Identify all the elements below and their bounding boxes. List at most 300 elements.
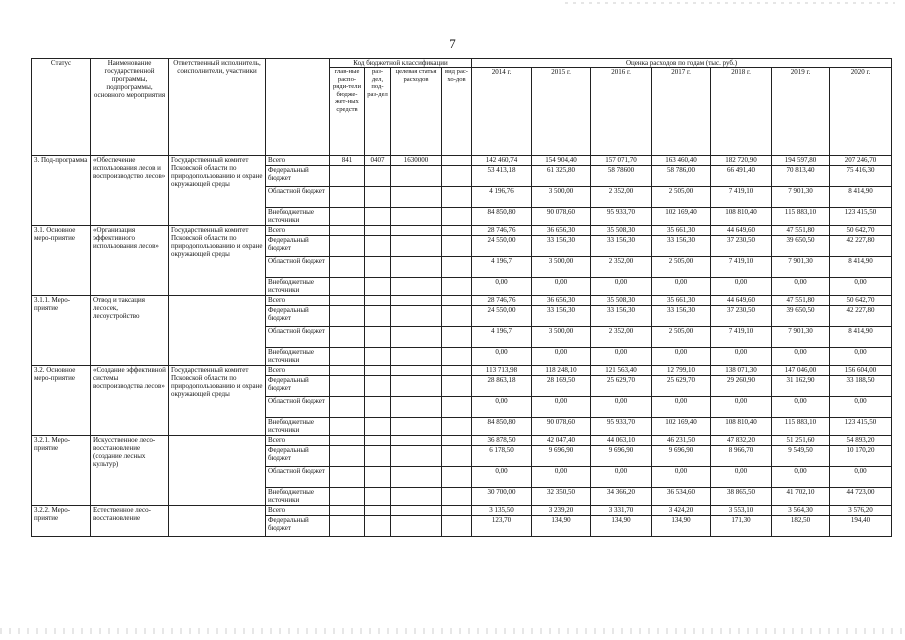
cell-value: 33 156,30 — [532, 236, 591, 257]
cell-value: 35 508,30 — [591, 226, 652, 236]
cell-value: 2 352,00 — [591, 187, 652, 208]
cell-code — [330, 366, 365, 376]
cell-code — [330, 516, 365, 537]
cell-code — [442, 208, 472, 226]
cell-code — [442, 156, 472, 166]
cell-value: 47 832,20 — [711, 436, 772, 446]
cell-value: 171,30 — [711, 516, 772, 537]
cell-value: 134,90 — [591, 516, 652, 537]
cell-value: 31 162,90 — [772, 376, 830, 397]
cell-value: 47 551,80 — [772, 296, 830, 306]
cell-value: 7 419,10 — [711, 257, 772, 278]
cell-code — [365, 418, 391, 436]
cell-value: 8 414,90 — [830, 257, 892, 278]
cell-value: 115 883,10 — [772, 418, 830, 436]
cell-value: 37 230,50 — [711, 306, 772, 327]
cell-value: 0,00 — [472, 397, 532, 418]
cell-code — [330, 208, 365, 226]
cell-responsible: Государственный комитет Псковской области по природопользованию и охране окружающей среды — [169, 156, 266, 226]
cell-code — [365, 187, 391, 208]
table-row — [32, 436, 892, 446]
cell-value: 44 063,10 — [591, 436, 652, 446]
cell-code: 841 — [330, 156, 365, 166]
cell-code — [365, 257, 391, 278]
cell-responsible — [169, 296, 266, 366]
cell-value: 35 508,30 — [591, 296, 652, 306]
cell-value: 58 78600 — [591, 166, 652, 187]
cell-value: 44 723,00 — [830, 488, 892, 506]
cell-source: Федеральный бюджет — [266, 376, 330, 397]
cell-value: 36 656,30 — [532, 226, 591, 236]
cell-value: 102 169,40 — [652, 208, 711, 226]
cell-value: 138 071,30 — [711, 366, 772, 376]
cell-value: 7 419,10 — [711, 327, 772, 348]
cell-code — [391, 166, 442, 187]
cell-value: 108 810,40 — [711, 208, 772, 226]
cell-value: 42 047,40 — [532, 436, 591, 446]
cell-code — [442, 327, 472, 348]
cell-value: 118 248,10 — [532, 366, 591, 376]
cell-value: 0,00 — [772, 278, 830, 296]
cell-name: Отвод и таксация лесосек, лесоустройство — [91, 296, 169, 366]
cell-status: 3.1.1. Меро-приятие — [32, 296, 91, 366]
cell-responsible — [169, 436, 266, 506]
cell-value: 134,90 — [532, 516, 591, 537]
cell-value: 0,00 — [830, 278, 892, 296]
cell-value: 3 564,30 — [772, 506, 830, 516]
cell-value: 8 966,70 — [711, 446, 772, 467]
cell-value: 39 650,50 — [772, 236, 830, 257]
cell-code — [391, 296, 442, 306]
cell-code — [391, 446, 442, 467]
cell-value: 41 702,10 — [772, 488, 830, 506]
cell-value: 9 696,90 — [591, 446, 652, 467]
cell-source: Всего — [266, 366, 330, 376]
cell-value: 42 227,80 — [830, 306, 892, 327]
header-year: 2014 г. — [472, 68, 532, 156]
cell-code — [391, 236, 442, 257]
cell-value: 66 491,40 — [711, 166, 772, 187]
cell-value: 9 696,90 — [532, 446, 591, 467]
cell-code — [391, 467, 442, 488]
cell-value: 7 901,30 — [772, 257, 830, 278]
cell-source: Всего — [266, 296, 330, 306]
cell-source: Областной бюджет — [266, 397, 330, 418]
header-responsible: Ответственный исполнитель, соисполнители, участники — [169, 59, 266, 156]
cell-source: Всего — [266, 506, 330, 516]
cell-value: 46 231,50 — [652, 436, 711, 446]
header-year: 2020 г. — [830, 68, 892, 156]
cell-value: 0,00 — [830, 348, 892, 366]
cell-code — [442, 306, 472, 327]
table-row — [32, 226, 892, 236]
cell-value: 2 352,00 — [591, 257, 652, 278]
cell-value: 0,00 — [532, 467, 591, 488]
cell-status: 3.1. Основное меро-приятие — [32, 226, 91, 296]
cell-value: 84 850,80 — [472, 208, 532, 226]
cell-code — [365, 306, 391, 327]
cell-value: 25 629,70 — [591, 376, 652, 397]
cell-value: 33 156,30 — [591, 236, 652, 257]
cell-value: 0,00 — [652, 467, 711, 488]
cell-value: 44 649,60 — [711, 296, 772, 306]
cell-value: 2 505,00 — [652, 327, 711, 348]
cell-value: 121 563,40 — [591, 366, 652, 376]
cell-value: 156 604,00 — [830, 366, 892, 376]
cell-value: 34 366,20 — [591, 488, 652, 506]
cell-value: 4 196,7 — [472, 257, 532, 278]
cell-code — [442, 278, 472, 296]
cell-source: Внебюджетные источники — [266, 348, 330, 366]
cell-code — [330, 296, 365, 306]
header-year: 2018 г. — [711, 68, 772, 156]
cell-status: 3. Под-программа — [32, 156, 91, 226]
cell-value: 0,00 — [591, 278, 652, 296]
cell-value: 0,00 — [472, 348, 532, 366]
cell-value: 50 642,70 — [830, 296, 892, 306]
cell-value: 32 350,50 — [532, 488, 591, 506]
cell-value: 0,00 — [591, 397, 652, 418]
cell-value: 28 863,18 — [472, 376, 532, 397]
cell-code — [391, 327, 442, 348]
cell-code — [391, 306, 442, 327]
cell-value: 115 883,10 — [772, 208, 830, 226]
cell-code: 0407 — [365, 156, 391, 166]
cell-code — [330, 446, 365, 467]
header-bcc-grbs: глав-ные распо-ряди-тели бюдже-жет-ных средств — [330, 68, 365, 156]
cell-value: 3 576,20 — [830, 506, 892, 516]
cell-value: 33 156,30 — [532, 306, 591, 327]
cell-code — [442, 418, 472, 436]
header-name: Наименование государственной программы, подпрограммы, основного мероприятия — [91, 59, 169, 156]
cell-code — [442, 436, 472, 446]
header-estimate: Оценка расходов по годам (тыс. руб.) — [472, 59, 892, 68]
cell-code — [442, 236, 472, 257]
cell-code — [330, 436, 365, 446]
cell-responsible: Государственный комитет Псковской области по природопользованию и охране окружающей среды — [169, 226, 266, 296]
cell-value: 35 661,30 — [652, 296, 711, 306]
header-source-blank — [266, 59, 330, 156]
cell-code — [365, 436, 391, 446]
cell-value: 36 656,30 — [532, 296, 591, 306]
cell-code — [442, 506, 472, 516]
cell-name: «Обеспечение использования лесов и воспроизводство лесов» — [91, 156, 169, 226]
cell-value: 0,00 — [532, 397, 591, 418]
cell-value: 123 415,50 — [830, 208, 892, 226]
cell-value: 36 878,50 — [472, 436, 532, 446]
cell-code — [391, 366, 442, 376]
cell-name: Искусственное лесо-восстановление (создание лесных культур) — [91, 436, 169, 506]
cell-source: Внебюджетные источники — [266, 418, 330, 436]
cell-code — [330, 278, 365, 296]
cell-value: 3 239,20 — [532, 506, 591, 516]
cell-code — [442, 446, 472, 467]
cell-value: 113 713,98 — [472, 366, 532, 376]
cell-source: Областной бюджет — [266, 467, 330, 488]
cell-value: 0,00 — [772, 348, 830, 366]
cell-code — [442, 376, 472, 397]
cell-value: 3 500,00 — [532, 257, 591, 278]
cell-value: 0,00 — [830, 467, 892, 488]
cell-value: 102 169,40 — [652, 418, 711, 436]
cell-value: 58 786,00 — [652, 166, 711, 187]
cell-value: 54 893,20 — [830, 436, 892, 446]
cell-code — [442, 187, 472, 208]
cell-code — [391, 208, 442, 226]
cell-code — [365, 488, 391, 506]
cell-value: 0,00 — [772, 397, 830, 418]
cell-value: 123 415,50 — [830, 418, 892, 436]
cell-source: Областной бюджет — [266, 327, 330, 348]
cell-value: 0,00 — [711, 278, 772, 296]
cell-name: «Создание эффективной системы воспроизводства лесов» — [91, 366, 169, 436]
cell-code — [391, 278, 442, 296]
cell-code — [330, 506, 365, 516]
cell-value: 95 933,70 — [591, 208, 652, 226]
cell-code — [442, 296, 472, 306]
cell-code — [365, 226, 391, 236]
cell-value: 2 505,00 — [652, 187, 711, 208]
cell-value: 28 169,50 — [532, 376, 591, 397]
cell-value: 142 460,74 — [472, 156, 532, 166]
cell-value: 50 642,70 — [830, 226, 892, 236]
cell-source: Федеральный бюджет — [266, 306, 330, 327]
cell-value: 0,00 — [591, 348, 652, 366]
cell-value: 9 549,50 — [772, 446, 830, 467]
cell-code — [330, 327, 365, 348]
header-bcc-target: целевая статья расходов — [391, 68, 442, 156]
cell-value: 154 904,40 — [532, 156, 591, 166]
cell-code — [391, 488, 442, 506]
header-year: 2017 г. — [652, 68, 711, 156]
cell-code — [442, 257, 472, 278]
cell-code — [391, 348, 442, 366]
cell-value: 2 352,00 — [591, 327, 652, 348]
cell-value: 84 850,80 — [472, 418, 532, 436]
cell-code — [330, 467, 365, 488]
cell-value: 0,00 — [591, 467, 652, 488]
cell-code — [365, 446, 391, 467]
scan-artifact — [0, 628, 905, 634]
cell-code — [365, 348, 391, 366]
cell-value: 123,70 — [472, 516, 532, 537]
scan-artifact — [565, 2, 895, 4]
cell-value: 38 865,50 — [711, 488, 772, 506]
page-number: 7 — [449, 36, 456, 51]
cell-code — [330, 226, 365, 236]
cell-value: 53 413,18 — [472, 166, 532, 187]
cell-value: 44 649,60 — [711, 226, 772, 236]
cell-code — [391, 376, 442, 397]
cell-value: 182,50 — [772, 516, 830, 537]
cell-value: 33 188,50 — [830, 376, 892, 397]
cell-code — [365, 278, 391, 296]
cell-code — [330, 348, 365, 366]
table-row — [32, 156, 892, 166]
header-bcc: Код бюджетной классификации — [330, 59, 472, 68]
table-row — [32, 296, 892, 306]
cell-value: 0,00 — [711, 348, 772, 366]
cell-code — [330, 166, 365, 187]
cell-value: 7 419,10 — [711, 187, 772, 208]
cell-value: 75 416,30 — [830, 166, 892, 187]
cell-value: 29 260,90 — [711, 376, 772, 397]
cell-code — [442, 166, 472, 187]
cell-status: 3.2. Основное меро-приятие — [32, 366, 91, 436]
cell-code — [442, 488, 472, 506]
cell-code — [391, 516, 442, 537]
cell-status: 3.2.1. Меро-приятие — [32, 436, 91, 506]
cell-status: 3.2.2. Меро-приятие — [32, 506, 91, 537]
cell-value: 3 500,00 — [532, 327, 591, 348]
cell-code — [330, 236, 365, 257]
cell-code — [330, 257, 365, 278]
cell-code — [391, 506, 442, 516]
cell-source: Федеральный бюджет — [266, 446, 330, 467]
table-body — [32, 156, 892, 537]
cell-value: 207 246,70 — [830, 156, 892, 166]
cell-value: 2 505,00 — [652, 257, 711, 278]
cell-code — [330, 418, 365, 436]
cell-code — [442, 348, 472, 366]
cell-source: Областной бюджет — [266, 257, 330, 278]
table-row — [32, 366, 892, 376]
cell-value: 61 325,80 — [532, 166, 591, 187]
cell-source: Всего — [266, 226, 330, 236]
cell-value: 0,00 — [472, 278, 532, 296]
cell-code — [365, 327, 391, 348]
cell-value: 3 553,10 — [711, 506, 772, 516]
cell-value: 0,00 — [652, 348, 711, 366]
cell-code — [391, 397, 442, 418]
header-bcc-section: раз-дел, под-раз-дел — [365, 68, 391, 156]
cell-source: Областной бюджет — [266, 187, 330, 208]
cell-code — [365, 506, 391, 516]
cell-value: 36 534,60 — [652, 488, 711, 506]
header-year: 2015 г. — [532, 68, 591, 156]
header-year: 2016 г. — [591, 68, 652, 156]
cell-value: 95 933,70 — [591, 418, 652, 436]
cell-value: 3 135,50 — [472, 506, 532, 516]
cell-value: 0,00 — [652, 397, 711, 418]
cell-source: Федеральный бюджет — [266, 236, 330, 257]
cell-value: 25 629,70 — [652, 376, 711, 397]
cell-value: 12 799,10 — [652, 366, 711, 376]
cell-value: 0,00 — [830, 397, 892, 418]
cell-source: Внебюджетные источники — [266, 488, 330, 506]
cell-source: Всего — [266, 156, 330, 166]
cell-value: 108 810,40 — [711, 418, 772, 436]
cell-value: 37 230,50 — [711, 236, 772, 257]
cell-source: Внебюджетные источники — [266, 278, 330, 296]
cell-value: 90 078,60 — [532, 208, 591, 226]
cell-value: 157 071,70 — [591, 156, 652, 166]
cell-value: 30 700,00 — [472, 488, 532, 506]
cell-code — [365, 467, 391, 488]
cell-code — [442, 467, 472, 488]
cell-code — [330, 397, 365, 418]
cell-code — [391, 436, 442, 446]
cell-value: 0,00 — [532, 278, 591, 296]
cell-value: 42 227,80 — [830, 236, 892, 257]
cell-value: 3 424,20 — [652, 506, 711, 516]
cell-value: 9 696,90 — [652, 446, 711, 467]
cell-value: 0,00 — [711, 467, 772, 488]
budget-table — [31, 58, 892, 537]
cell-value: 10 170,20 — [830, 446, 892, 467]
cell-code — [391, 226, 442, 236]
cell-value: 194,40 — [830, 516, 892, 537]
cell-code — [330, 187, 365, 208]
cell-value: 0,00 — [472, 467, 532, 488]
cell-value: 28 746,76 — [472, 226, 532, 236]
cell-value: 7 901,30 — [772, 327, 830, 348]
cell-value: 47 551,80 — [772, 226, 830, 236]
cell-code — [442, 226, 472, 236]
cell-responsible — [169, 506, 266, 537]
cell-value: 70 813,40 — [772, 166, 830, 187]
cell-code — [391, 257, 442, 278]
cell-source: Федеральный бюджет — [266, 166, 330, 187]
header-row-1 — [32, 59, 892, 68]
cell-value: 8 414,90 — [830, 327, 892, 348]
cell-value: 182 720,90 — [711, 156, 772, 166]
cell-value: 33 156,30 — [652, 236, 711, 257]
cell-code — [365, 166, 391, 187]
cell-code — [365, 516, 391, 537]
cell-code — [391, 418, 442, 436]
cell-value: 7 901,30 — [772, 187, 830, 208]
cell-code — [442, 397, 472, 418]
cell-value: 24 550,00 — [472, 236, 532, 257]
cell-code — [365, 376, 391, 397]
cell-code — [365, 236, 391, 257]
cell-value: 0,00 — [652, 278, 711, 296]
cell-name: «Организация эффективного использования лесов» — [91, 226, 169, 296]
cell-value: 35 661,30 — [652, 226, 711, 236]
table-row — [32, 506, 892, 516]
cell-code — [330, 376, 365, 397]
cell-value: 6 178,50 — [472, 446, 532, 467]
cell-value: 33 156,30 — [652, 306, 711, 327]
header-year: 2019 г. — [772, 68, 830, 156]
cell-source: Внебюджетные источники — [266, 208, 330, 226]
cell-code: 1630000 — [391, 156, 442, 166]
cell-value: 33 156,30 — [591, 306, 652, 327]
cell-value: 8 414,90 — [830, 187, 892, 208]
cell-value: 0,00 — [772, 467, 830, 488]
header-bcc-type: вид рас-хо-дов — [442, 68, 472, 156]
cell-code — [391, 187, 442, 208]
cell-name: Естественное лесо-восстановление — [91, 506, 169, 537]
cell-value: 39 650,50 — [772, 306, 830, 327]
cell-value: 4 196,76 — [472, 187, 532, 208]
cell-value: 4 196,7 — [472, 327, 532, 348]
cell-value: 194 597,80 — [772, 156, 830, 166]
cell-value: 0,00 — [711, 397, 772, 418]
cell-value: 51 251,60 — [772, 436, 830, 446]
cell-code — [442, 516, 472, 537]
cell-source: Всего — [266, 436, 330, 446]
cell-source: Федеральный бюджет — [266, 516, 330, 537]
cell-code — [365, 208, 391, 226]
cell-value: 0,00 — [532, 348, 591, 366]
header-status: Статус — [32, 59, 91, 156]
cell-code — [442, 366, 472, 376]
cell-value: 3 331,70 — [591, 506, 652, 516]
cell-value: 90 078,60 — [532, 418, 591, 436]
cell-value: 28 746,76 — [472, 296, 532, 306]
